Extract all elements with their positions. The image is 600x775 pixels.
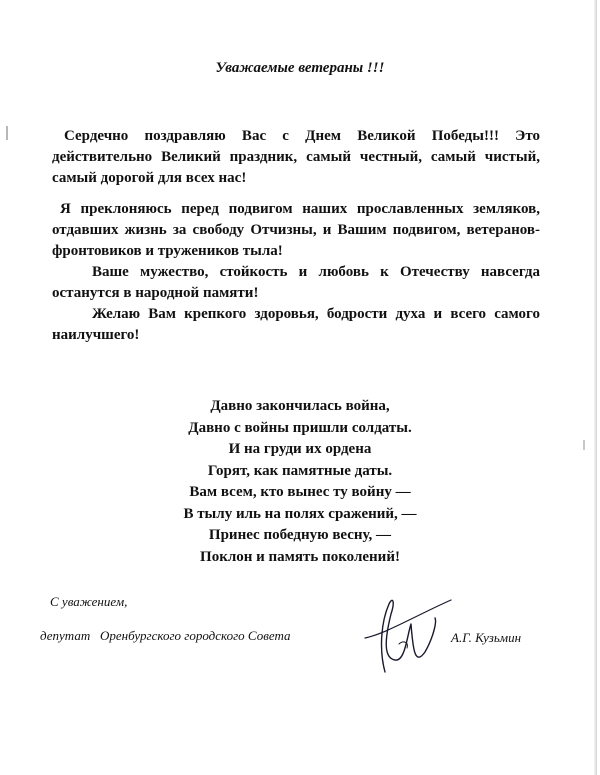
poem-line: В тылу иль на полях сражений, — <box>183 505 417 522</box>
poem-line: Давно закончилась война, <box>210 398 390 414</box>
paragraph-tribute: Я преклоняюсь перед подвигом наших прославленных земляков, отдавших жизнь за свободу Отчизны, и Вашим подвигом, ветеранов-фронтовиков и тружеников тыла! <box>52 201 540 259</box>
poem-line: Вам всем, кто вынес ту войну — <box>189 484 411 500</box>
poem-line: Горят, как памятные даты. <box>207 462 393 479</box>
paragraph-memory: Ваше мужество, стойкость и любовь к Отечеству навсегда останутся в народной памяти! <box>52 264 540 301</box>
paragraph-greeting: Сердечно поздравляю Вас с Днем Великой Победы!!! Это действительно Великий праздник, самый честный, самый чистый, самый дорогой для всех нас! <box>52 128 540 186</box>
poem-line: И на груди их ордена <box>228 441 372 457</box>
scan-mark <box>583 440 585 450</box>
signer-name: А.Г. Кузьмин <box>451 630 522 645</box>
salutation: Уважаемые ветераны !!! <box>215 60 385 76</box>
poem-line: Поклон и память поколений! <box>200 548 400 565</box>
paragraph-wishes: Желаю Вам крепкого здоровья, бодрости духа и всего самого наилучшего! <box>52 306 540 343</box>
scan-mark <box>6 126 8 140</box>
poem <box>110 396 490 568</box>
signer-title: депутат Оренбургского городского Совета <box>40 628 291 643</box>
poem-line: Принес победную весну, — <box>208 527 392 543</box>
handwritten-signature <box>355 580 455 680</box>
scan-edge <box>594 0 597 775</box>
poem-line: Давно с войны пришли солдаты. <box>188 419 412 436</box>
closing-regards: С уважением, <box>50 594 128 609</box>
